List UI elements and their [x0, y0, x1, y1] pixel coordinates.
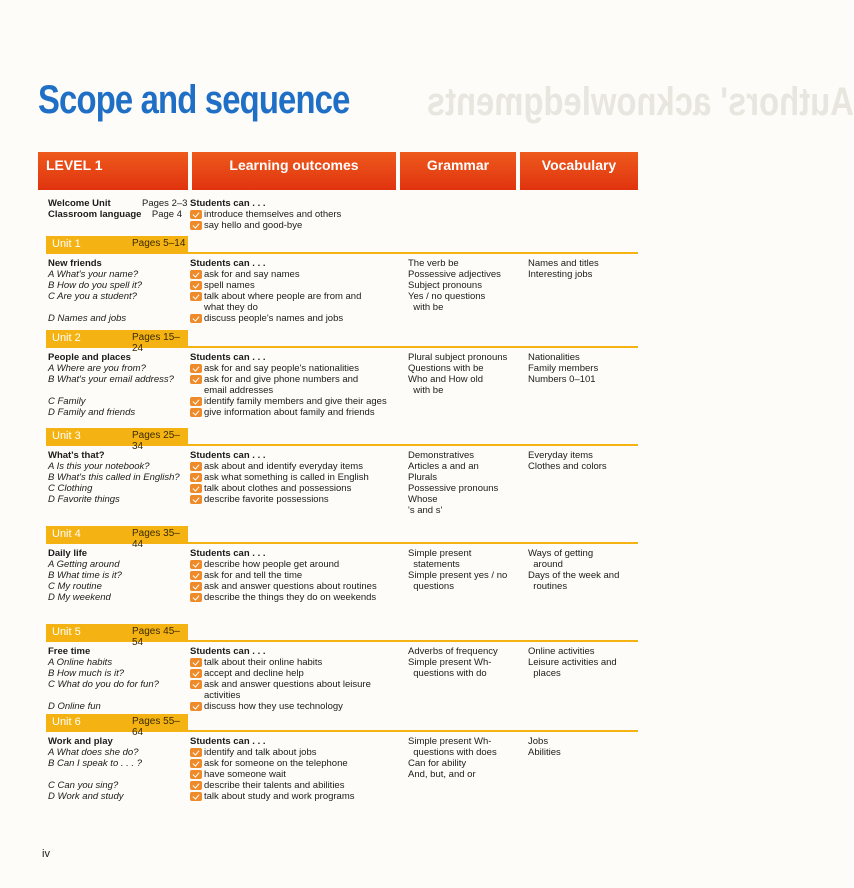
page-title: Scope and sequence [38, 78, 350, 122]
unit-pages: Pages 55–64 [132, 716, 180, 738]
header-grammar: Grammar [400, 152, 516, 190]
outcome-item [190, 280, 394, 291]
checkmark-icon [190, 560, 202, 569]
grammar-item: Possessive pronouns [408, 483, 499, 494]
welcome-unit-label: Welcome Unit [48, 198, 111, 209]
lesson-item: D Favorite things [48, 494, 120, 505]
vocabulary-item: Days of the week and [528, 570, 620, 581]
checkmark-icon [190, 669, 202, 678]
unit-row [46, 236, 638, 332]
checkmark-icon [190, 792, 202, 801]
vocabulary-item: Nationalities [528, 352, 580, 363]
lesson-item: B What's your email address? [48, 374, 174, 385]
unit-vocabulary [528, 736, 638, 758]
grammar-item: Questions with be [408, 363, 484, 374]
unit-tab [46, 330, 188, 354]
header-vocabulary: Vocabulary [520, 152, 638, 190]
grammar-item: Subject pronouns [408, 280, 482, 291]
checkmark-icon [190, 593, 202, 602]
unit-grammar [408, 736, 523, 780]
grammar-item: Simple present Wh- [408, 657, 492, 668]
unit-vocabulary [528, 646, 638, 679]
outcome-text: describe the things they do on weekends [204, 592, 377, 603]
outcome-item [190, 494, 394, 505]
checkmark-icon [190, 702, 202, 711]
students-can-label: Students can . . . [190, 352, 266, 363]
lesson-item: A What does she do? [48, 747, 139, 758]
unit-vocabulary [528, 258, 638, 280]
lesson-item: A Getting around [48, 559, 120, 570]
lesson-item: C My routine [48, 581, 102, 592]
unit-title: New friends [48, 258, 102, 269]
checkmark-icon [190, 484, 202, 493]
vocabulary-item: Abilities [528, 747, 561, 758]
unit-lessons [48, 548, 188, 603]
grammar-item: Plural subject pronouns [408, 352, 508, 363]
unit-grammar [408, 646, 523, 679]
unit-outcomes [190, 646, 394, 712]
grammar-item: questions with do [408, 668, 487, 679]
unit-outcomes [190, 736, 394, 802]
outcome-text: ask about and identify everyday items [204, 461, 363, 472]
lesson-item: A Where are you from? [48, 363, 146, 374]
outcome-item [190, 701, 394, 712]
checkmark-icon [190, 281, 202, 290]
unit-title: Free time [48, 646, 91, 657]
unit-pages: Pages 45–54 [132, 626, 180, 648]
unit-pages: Pages 15–24 [132, 332, 180, 354]
outcome-item [190, 679, 394, 701]
vocabulary-item: Family members [528, 363, 599, 374]
outcome-item [190, 592, 394, 603]
outcome-text: spell names [204, 280, 255, 291]
lesson-item: B What's this called in English? [48, 472, 180, 483]
unit-outcomes [190, 450, 394, 505]
page-number: iv [42, 848, 50, 860]
welcome-row [46, 198, 638, 238]
classroom-language-label: Classroom language [48, 209, 142, 220]
outcome-item [190, 559, 394, 570]
outcome-item [190, 313, 394, 324]
unit-title: People and places [48, 352, 131, 363]
lesson-item: D Names and jobs [48, 313, 127, 324]
lesson-item: B Can I speak to . . . ? [48, 758, 142, 769]
unit-pages: Pages 35–44 [132, 528, 180, 550]
students-can-label: Students can . . . [190, 646, 266, 657]
unit-title: What's that? [48, 450, 105, 461]
lesson-item: C Are you a student? [48, 291, 137, 302]
unit-tab [46, 428, 188, 452]
unit-pages: Pages 25–34 [132, 430, 180, 452]
unit-label: Unit 6 [52, 716, 81, 728]
checkmark-icon [190, 781, 202, 790]
unit-divider [188, 640, 638, 642]
outcome-item [190, 570, 394, 581]
checkmark-icon [190, 408, 202, 417]
grammar-item: Simple present yes / no [408, 570, 508, 581]
lesson-item: A What's your name? [48, 269, 139, 280]
outcome-item [190, 581, 394, 592]
outcome-item [190, 769, 394, 780]
outcome-item [190, 269, 394, 280]
grammar-item: Demonstratives [408, 450, 474, 461]
outcome-text: ask what something is called in English [204, 472, 369, 483]
welcome-pages [142, 198, 188, 220]
unit-vocabulary [528, 450, 638, 472]
lesson-item: C Family [48, 396, 86, 407]
checkmark-icon [190, 364, 202, 373]
grammar-item: statements [408, 559, 460, 570]
outcome-item [190, 363, 394, 374]
outcome-item [190, 291, 394, 313]
outcome-text: ask for and tell the time [204, 570, 303, 581]
unit-divider [188, 252, 638, 254]
unit-grammar [408, 258, 523, 313]
grammar-item: Yes / no questions [408, 291, 486, 302]
outcome-text: talk about their online habits [204, 657, 323, 668]
unit-label: Unit 2 [52, 332, 81, 344]
unit-label: Unit 3 [52, 430, 81, 442]
outcome-text: describe favorite possessions [204, 494, 329, 505]
checkmark-icon [190, 495, 202, 504]
unit-label: Unit 4 [52, 528, 81, 540]
unit-title: Daily life [48, 548, 88, 559]
unit-tab [46, 714, 188, 738]
vocabulary-item: places [528, 668, 561, 679]
outcome-item [190, 657, 394, 668]
unit-label: Unit 1 [52, 238, 81, 250]
grammar-item: Plurals [408, 472, 438, 483]
lesson-item [48, 690, 188, 701]
outcome-text: describe how people get around [204, 559, 340, 570]
outcome-item [190, 472, 394, 483]
checkmark-icon [190, 375, 202, 384]
unit-lessons [48, 258, 188, 324]
lesson-item: C Clothing [48, 483, 93, 494]
students-can-label: Students can . . . [190, 450, 266, 461]
unit-tab [46, 236, 188, 254]
classroom-pages: Page 4 [151, 209, 182, 220]
unit-pages: Pages 5–14 [132, 238, 186, 249]
unit-grammar [408, 352, 523, 396]
lesson-item: A Is this your notebook? [48, 461, 150, 472]
vocabulary-item: Leisure activities and [528, 657, 617, 668]
outcome-text: have someone wait [204, 769, 286, 780]
vocabulary-item: Ways of getting [528, 548, 594, 559]
outcome-text: ask for and say names [204, 269, 300, 280]
unit-tab [46, 526, 188, 550]
unit-outcomes [190, 352, 394, 418]
lesson-item [48, 769, 188, 780]
vocabulary-item: around [528, 559, 563, 570]
outcome-item [190, 758, 394, 769]
unit-row [46, 428, 638, 524]
vocabulary-item: Interesting jobs [528, 269, 593, 280]
checkmark-icon [190, 658, 202, 667]
outcome-item [190, 668, 394, 679]
grammar-item: The verb be [408, 258, 459, 269]
vocabulary-item: Names and titles [528, 258, 599, 269]
lesson-item: A Online habits [48, 657, 113, 668]
lesson-item: D Family and friends [48, 407, 136, 418]
unit-lessons [48, 736, 188, 802]
outcome-item [190, 747, 394, 758]
checkmark-icon [190, 770, 202, 779]
lesson-item: B How much is it? [48, 668, 125, 679]
unit-outcomes [190, 258, 394, 324]
checkmark-icon [190, 314, 202, 323]
unit-tab [46, 624, 188, 648]
vocabulary-item: Numbers 0–101 [528, 374, 596, 385]
outcome-text: talk about clothes and possessions [204, 483, 352, 494]
grammar-item: And, but, and or [408, 769, 476, 780]
students-can-label: Students can . . . [190, 736, 266, 747]
unit-vocabulary [528, 352, 638, 385]
vocabulary-item: Clothes and colors [528, 461, 607, 472]
unit-lessons [48, 450, 188, 505]
outcome-text: ask for and give phone numbers and [204, 374, 359, 385]
checkmark-icon [190, 210, 202, 219]
checkmark-icon [190, 397, 202, 406]
unit-row [46, 330, 638, 426]
outcome-item [190, 374, 394, 396]
grammar-item: Can for ability [408, 758, 467, 769]
welcome-unit-pages: Pages 2–3 [142, 198, 188, 209]
outcome-item [190, 780, 394, 791]
unit-grammar [408, 450, 523, 516]
outcome-text: ask for and say people's nationalities [204, 363, 359, 374]
outcome-text: activities [204, 690, 241, 701]
outcome-text: discuss people's names and jobs [204, 313, 344, 324]
welcome-outcomes [190, 198, 394, 231]
outcome-item [190, 483, 394, 494]
students-can-label: Students can . . . [190, 198, 266, 209]
vocabulary-item: routines [528, 581, 568, 592]
grammar-item: questions with does [408, 747, 497, 758]
unit-outcomes [190, 548, 394, 603]
unit-row [46, 526, 638, 622]
lesson-item: B What time is it? [48, 570, 122, 581]
outcome-item [190, 791, 394, 802]
unit-lessons [48, 646, 188, 712]
outcome-text: discuss how they use technology [204, 701, 343, 712]
unit-lessons [48, 352, 188, 418]
lesson-item [48, 385, 188, 396]
unit-divider [188, 444, 638, 446]
lesson-item: D Online fun [48, 701, 101, 712]
checkmark-icon [190, 582, 202, 591]
unit-title: Work and play [48, 736, 113, 747]
unit-divider [188, 542, 638, 544]
header-outcomes: Learning outcomes [192, 152, 396, 190]
outcome-text: identify and talk about jobs [204, 747, 317, 758]
checkmark-icon [190, 680, 202, 689]
unit-row [46, 624, 638, 720]
outcome-text: accept and decline help [204, 668, 304, 679]
checkmark-icon [190, 473, 202, 482]
outcome-text: email addresses [204, 385, 274, 396]
lesson-item [48, 302, 188, 313]
unit-label: Unit 5 [52, 626, 81, 638]
checkmark-icon [190, 571, 202, 580]
grammar-item: with be [408, 302, 444, 313]
header-level: LEVEL 1 [38, 152, 188, 190]
grammar-item: Whose [408, 494, 438, 505]
grammar-item: Possessive adjectives [408, 269, 501, 280]
checkmark-icon [190, 292, 202, 301]
unit-row [46, 714, 638, 810]
students-can-label: Students can . . . [190, 258, 266, 269]
grammar-item: Simple present Wh- [408, 736, 492, 747]
grammar-item: Adverbs of frequency [408, 646, 498, 657]
bleed-through-text: Authors' acknowledgments [426, 80, 854, 124]
outcome-text: ask and answer questions about leisure [204, 679, 371, 690]
unit-divider [188, 346, 638, 348]
grammar-item: 's and s' [408, 505, 443, 516]
students-can-label: Students can . . . [190, 548, 266, 559]
unit-divider [188, 730, 638, 732]
checkmark-icon [190, 759, 202, 768]
outcome-item [190, 407, 394, 418]
lesson-item: C What do you do for fun? [48, 679, 159, 690]
grammar-item: Articles a and an [408, 461, 479, 472]
outcome-text: what they do [204, 302, 258, 313]
vocabulary-item: Jobs [528, 736, 549, 747]
outcome-text: give information about family and friends [204, 407, 375, 418]
checkmark-icon [190, 462, 202, 471]
unit-grammar [408, 548, 523, 592]
lesson-item: D Work and study [48, 791, 124, 802]
grammar-item: Who and How old [408, 374, 483, 385]
vocabulary-item: Everyday items [528, 450, 593, 461]
outcome-text: ask for someone on the telephone [204, 758, 348, 769]
outcome-text: talk about study and work programs [204, 791, 355, 802]
lesson-item: D My weekend [48, 592, 111, 603]
checkmark-icon [190, 270, 202, 279]
outcome-item [190, 461, 394, 472]
grammar-item: with be [408, 385, 444, 396]
lesson-item: C Can you sing? [48, 780, 119, 791]
outcome-item [190, 396, 394, 407]
vocabulary-item: Online activities [528, 646, 595, 657]
checkmark-icon [190, 221, 202, 230]
outcome-text: ask and answer questions about routines [204, 581, 377, 592]
grammar-item: Simple present [408, 548, 472, 559]
outcome-item: introduce themselves and others [190, 209, 394, 220]
checkmark-icon [190, 748, 202, 757]
outcome-text: identify family members and give their ages [204, 396, 387, 407]
outcome-text: describe their talents and abilities [204, 780, 345, 791]
outcome-text: talk about where people are from and [204, 291, 362, 302]
lesson-item: B How do you spell it? [48, 280, 142, 291]
unit-vocabulary [528, 548, 638, 592]
grammar-item: questions [408, 581, 454, 592]
outcome-item: say hello and good-bye [190, 220, 394, 231]
